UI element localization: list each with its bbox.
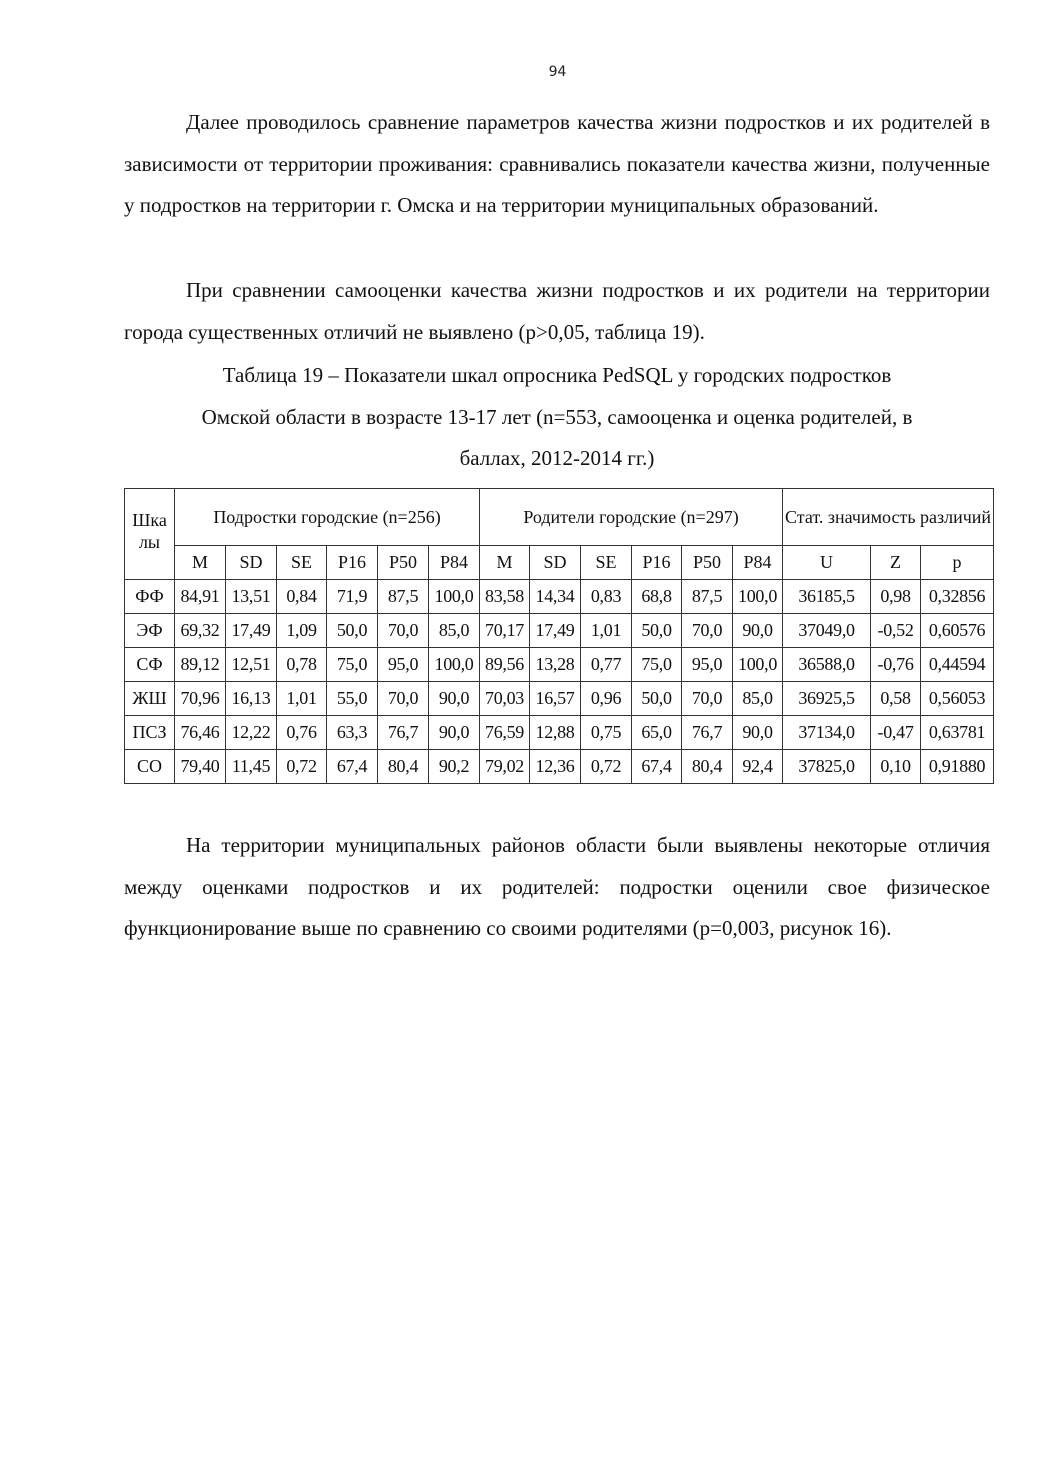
- table-cell: 50,0: [632, 614, 682, 648]
- table-cell: 92,4: [733, 750, 783, 784]
- column-header: Z: [871, 546, 921, 580]
- table-cell: 80,4: [682, 750, 733, 784]
- table-cell: 0,72: [277, 750, 327, 784]
- table-cell: 84,91: [175, 580, 226, 614]
- table-cell: 1,01: [277, 682, 327, 716]
- table-cell: 90,0: [429, 682, 480, 716]
- table-row: [125, 716, 994, 750]
- table-cell: 70,0: [682, 682, 733, 716]
- table-cell: -0,52: [871, 614, 921, 648]
- table-cell: -0,47: [871, 716, 921, 750]
- row-scale-label: СО: [125, 750, 175, 784]
- pedsql-table: [124, 488, 994, 784]
- table-cell: 89,12: [175, 648, 226, 682]
- column-header: M: [175, 546, 226, 580]
- stat-significance-header: Стат. значимость различий: [783, 489, 994, 546]
- table-cell: 100,0: [429, 580, 480, 614]
- table-cell: 100,0: [733, 648, 783, 682]
- table-cell: 79,02: [480, 750, 530, 784]
- table-cell: 95,0: [682, 648, 733, 682]
- table-cell: 50,0: [632, 682, 682, 716]
- table-cell: 67,4: [327, 750, 378, 784]
- table-cell: 100,0: [429, 648, 480, 682]
- table-cell: 0,32856: [921, 580, 994, 614]
- table-cell: 70,0: [682, 614, 733, 648]
- table-cell: 65,0: [632, 716, 682, 750]
- table-cell: 0,63781: [921, 716, 994, 750]
- table-cell: 70,96: [175, 682, 226, 716]
- table-cell: 16,13: [226, 682, 277, 716]
- table-caption: [124, 355, 990, 480]
- table-cell: 87,5: [682, 580, 733, 614]
- table-body: [125, 580, 994, 784]
- table-row: [125, 750, 994, 784]
- table-cell: 76,46: [175, 716, 226, 750]
- table-cell: 36185,5: [783, 580, 871, 614]
- table-cell: 76,7: [378, 716, 429, 750]
- table-cell: 80,4: [378, 750, 429, 784]
- column-header: P50: [378, 546, 429, 580]
- table-cell: 85,0: [733, 682, 783, 716]
- parents-group-header: Родители городские (n=297): [480, 489, 783, 546]
- column-header: P16: [632, 546, 682, 580]
- column-header: P84: [733, 546, 783, 580]
- table-cell: 37825,0: [783, 750, 871, 784]
- row-scale-label: СФ: [125, 648, 175, 682]
- table-caption-line: Омской области в возрасте 13-17 лет (n=553, самооценка и оценка родителей, в: [201, 404, 913, 429]
- table-cell: 14,34: [530, 580, 581, 614]
- table-cell: 12,22: [226, 716, 277, 750]
- column-header: p: [921, 546, 994, 580]
- table-cell: 75,0: [632, 648, 682, 682]
- table-caption-line: Таблица 19 – Показатели шкал опросника PedSQL у городских подростков: [222, 363, 892, 387]
- table-row: [125, 614, 994, 648]
- table-cell: 100,0: [733, 580, 783, 614]
- table-cell: 1,01: [581, 614, 632, 648]
- table-cell: 0,10: [871, 750, 921, 784]
- table-cell: 0,78: [277, 648, 327, 682]
- table-cell: 37134,0: [783, 716, 871, 750]
- table-cell: 90,0: [733, 716, 783, 750]
- table-cell: 0,72: [581, 750, 632, 784]
- table-cell: 67,4: [632, 750, 682, 784]
- table-cell: 76,7: [682, 716, 733, 750]
- table-cell: 0,77: [581, 648, 632, 682]
- column-header: SD: [226, 546, 277, 580]
- table-cell: -0,76: [871, 648, 921, 682]
- table-cell: 50,0: [327, 614, 378, 648]
- page-number: 94: [548, 64, 567, 80]
- table-cell: 70,0: [378, 682, 429, 716]
- column-header: P84: [429, 546, 480, 580]
- column-header: P16: [327, 546, 378, 580]
- table-cell: 76,59: [480, 716, 530, 750]
- table-cell: 0,91880: [921, 750, 994, 784]
- table-cell: 37049,0: [783, 614, 871, 648]
- table-subheader-row: [125, 546, 994, 580]
- table-cell: 0,60576: [921, 614, 994, 648]
- table-cell: 17,49: [530, 614, 581, 648]
- table-cell: 0,75: [581, 716, 632, 750]
- table-cell: 70,17: [480, 614, 530, 648]
- table-cell: 12,88: [530, 716, 581, 750]
- table-cell: 85,0: [429, 614, 480, 648]
- table-row: [125, 648, 994, 682]
- table-cell: 36925,5: [783, 682, 871, 716]
- scale-header: Шка лы: [125, 489, 175, 580]
- row-scale-label: ЭФ: [125, 614, 175, 648]
- table-cell: 0,56053: [921, 682, 994, 716]
- table-cell: 0,44594: [921, 648, 994, 682]
- table-cell: 13,28: [530, 648, 581, 682]
- table-cell: 70,03: [480, 682, 530, 716]
- table-cell: 69,32: [175, 614, 226, 648]
- row-scale-label: ФФ: [125, 580, 175, 614]
- table-caption-line: баллах, 2012-2014 гг.): [459, 446, 655, 470]
- table-cell: 0,84: [277, 580, 327, 614]
- table-cell: 0,58: [871, 682, 921, 716]
- table-cell: 12,36: [530, 750, 581, 784]
- table-row: [125, 580, 994, 614]
- table-cell: 1,09: [277, 614, 327, 648]
- table-cell: 36588,0: [783, 648, 871, 682]
- table-cell: 63,3: [327, 716, 378, 750]
- table-cell: 17,49: [226, 614, 277, 648]
- table-header-row: [125, 489, 994, 546]
- paragraph-city-comparison: При сравнении самооценки качества жизни подростков и их родители на территории города существенных отличий не выявлено (р>0,05, таблица 19).: [124, 278, 990, 344]
- table-cell: 0,98: [871, 580, 921, 614]
- table-cell: 90,2: [429, 750, 480, 784]
- table-cell: 13,51: [226, 580, 277, 614]
- table-cell: 90,0: [733, 614, 783, 648]
- column-header: SE: [277, 546, 327, 580]
- table-cell: 87,5: [378, 580, 429, 614]
- table-cell: 12,51: [226, 648, 277, 682]
- table-cell: 89,56: [480, 648, 530, 682]
- table-cell: 0,96: [581, 682, 632, 716]
- column-header: SE: [581, 546, 632, 580]
- table-cell: 0,83: [581, 580, 632, 614]
- teens-group-header: Подростки городские (n=256): [175, 489, 480, 546]
- table-cell: 90,0: [429, 716, 480, 750]
- table-cell: 70,0: [378, 614, 429, 648]
- table-cell: 75,0: [327, 648, 378, 682]
- column-header: U: [783, 546, 871, 580]
- table-cell: 16,57: [530, 682, 581, 716]
- table-cell: 79,40: [175, 750, 226, 784]
- row-scale-label: ЖШ: [125, 682, 175, 716]
- column-header: P50: [682, 546, 733, 580]
- column-header: M: [480, 546, 530, 580]
- paragraph-intro: Далее проводилось сравнение параметров качества жизни подростков и их родителей в зависимости от территории проживания: сравнивались показатели качества жизни, полученные у подростков на территории г. Омска и на территории муниципальных образований.: [124, 110, 990, 217]
- row-scale-label: ПСЗ: [125, 716, 175, 750]
- table-cell: 55,0: [327, 682, 378, 716]
- column-header: SD: [530, 546, 581, 580]
- table-cell: 11,45: [226, 750, 277, 784]
- paragraph-municipal: На территории муниципальных районов области были выявлены некоторые отличия между оценками подростков и их родителей: подростки оценили свое физическое функционирование выше по сравнению со своими родителями (р=0,003, рисунок 16).: [124, 833, 990, 940]
- table-cell: 83,58: [480, 580, 530, 614]
- table-row: [125, 682, 994, 716]
- table-cell: 68,8: [632, 580, 682, 614]
- table-cell: 0,76: [277, 716, 327, 750]
- table-cell: 95,0: [378, 648, 429, 682]
- table-cell: 71,9: [327, 580, 378, 614]
